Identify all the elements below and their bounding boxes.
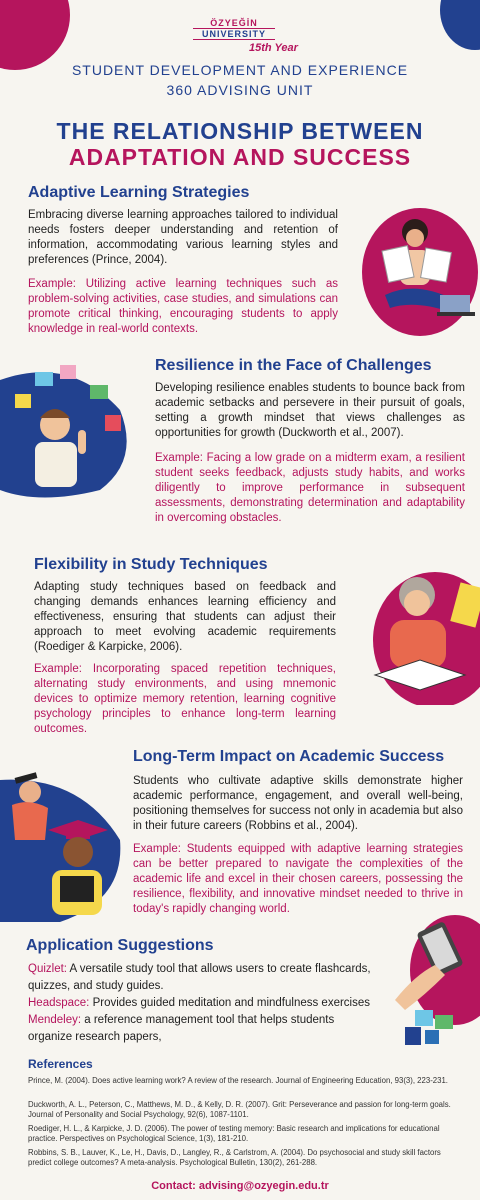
app-desc-mendeley: a reference management tool that helps students [81, 1014, 335, 1026]
page-title-line1: THE RELATIONSHIP BETWEEN [56, 118, 424, 144]
section-example-resilience: Example: Facing a low grade on a midterm exam, a resilient student seeks feedback, adjusts study habits, and works diligently to improve performance in subsequent assessments, demonstrating determination and adaptability in overcoming obstacles. [155, 452, 465, 524]
app-name-headspace: Headspace: [28, 997, 90, 1009]
app-desc-quizlet-cont: quizzes, and study guides. [28, 980, 164, 992]
section-heading-flexibility: Flexibility in Study Techniques [34, 556, 268, 573]
puzzle-thinker-illustration [0, 360, 140, 500]
app-desc-headspace: Provides guided meditation and mindfulness exercises [89, 997, 371, 1009]
reference-item: Roediger, H. L., & Karpicke, J. D. (2006). The power of testing memory: Basic research and implications for educational practice. Perspectives on Psychological Science, 1(3), 181-210. [28, 1124, 440, 1143]
reference-item: Prince, M. (2004). Does active learning work? A review of the research. Journal of Engineering Education, 93(3), 223-231. [28, 1076, 448, 1085]
section-body-flexibility: Adapting study techniques based on feedback and changing demands enhances learning efficiency and effectiveness, ensuring that students can adjust their approach to meet evolving academic requirements (Roediger & Karpicke, 2006). [34, 581, 336, 653]
logo-text-university: UNIVERSITY [193, 28, 275, 40]
logo-text-ozyegin: ÖZYEĞİN [210, 18, 258, 28]
app-item-quizlet [28, 963, 371, 975]
app-item-mendeley [28, 1014, 334, 1026]
graduates-illustration [0, 750, 130, 925]
writing-student-illustration [345, 565, 480, 705]
section-example-long-term: Example: Students equipped with adaptive learning strategies can be better prepared to navigate the complexities of the academic life and excel in their chosen careers, possessing the resilience, flexibility, and innovative mindset needed to thrive in today's rapidly changing world. [133, 843, 463, 915]
logo-year: 15th Year [249, 42, 298, 54]
section-body-long-term: Students who cultivate adaptive skills demonstrate higher academic performance, engagement, and overall well-being, positioning themselves for success not only in academia but also in their future careers (Robbins et al., 2004). [133, 775, 463, 832]
section-heading-resilience: Resilience in the Face of Challenges [155, 357, 432, 374]
phone-hand-illustration [395, 915, 480, 1050]
page-title-line2: ADAPTATION AND SUCCESS [68, 144, 412, 170]
unit-name-line1: STUDENT DEVELOPMENT AND EXPERIENCE [71, 62, 409, 78]
app-name-quizlet: Quizlet: [28, 963, 67, 975]
app-item-headspace [28, 997, 370, 1009]
section-heading-long-term: Long-Term Impact on Academic Success [133, 748, 445, 765]
reference-item: Duckworth, A. L., Peterson, C., Matthews, M. D., & Kelly, D. R. (2007). Grit: Perseverance and passion for long-term goals. Journal of Personality and Social Psychology, 92(6), 1087-1101. [28, 1100, 451, 1119]
section-heading-applications: Application Suggestions [26, 937, 214, 954]
section-body-resilience: Developing resilience enables students to bounce back from academic setbacks and persevere in their pursuit of goals, setting a growth mindset that views challenges as opportunities for growth (Duckworth et al., 2007). [155, 382, 465, 439]
section-example-adaptive: Example: Utilizing active learning techniques such as problem-solving activities, case studies, and simulations can promote critical thinking, encouraging students to apply knowledge in real-world contexts. [28, 278, 338, 335]
app-desc-quizlet: A versatile study tool that allows users to create flashcards, [67, 963, 371, 975]
app-desc-mendeley-cont: organize research papers, [28, 1031, 162, 1043]
corner-decoration-left [0, 0, 70, 70]
university-logo [193, 18, 305, 54]
reading-student-illustration [345, 200, 480, 340]
unit-name-line2: 360 ADVISING UNIT [166, 82, 314, 98]
reference-item: Robbins, S. B., Lauver, K., Le, H., Davis, D., Langley, R., & Carlstrom, A. (2004). Do psychosocial and study skill factors predict college outcomes? A meta-analysis. Psychological Bulletin, 130(2), 261-288. [28, 1148, 441, 1167]
section-heading-adaptive: Adaptive Learning Strategies [28, 184, 250, 201]
corner-decoration-right [440, 0, 480, 50]
section-body-adaptive: Embracing diverse learning approaches tailored to individual needs fosters deeper understanding and retention of information, accommodating various learning styles and preferences (Prince, 2004). [28, 209, 338, 266]
contact-email[interactable]: Contact: advising@ozyegin.edu.tr [151, 1180, 329, 1192]
app-name-mendeley: Mendeley: [28, 1014, 82, 1026]
references-heading: References [28, 1057, 93, 1071]
section-example-flexibility: Example: Incorporating spaced repetition techniques, alternating study environments, and using mnemonic devices to optimize memory retention, learning cognitive psychology principles to enhance long-term learning outcomes. [34, 663, 336, 735]
